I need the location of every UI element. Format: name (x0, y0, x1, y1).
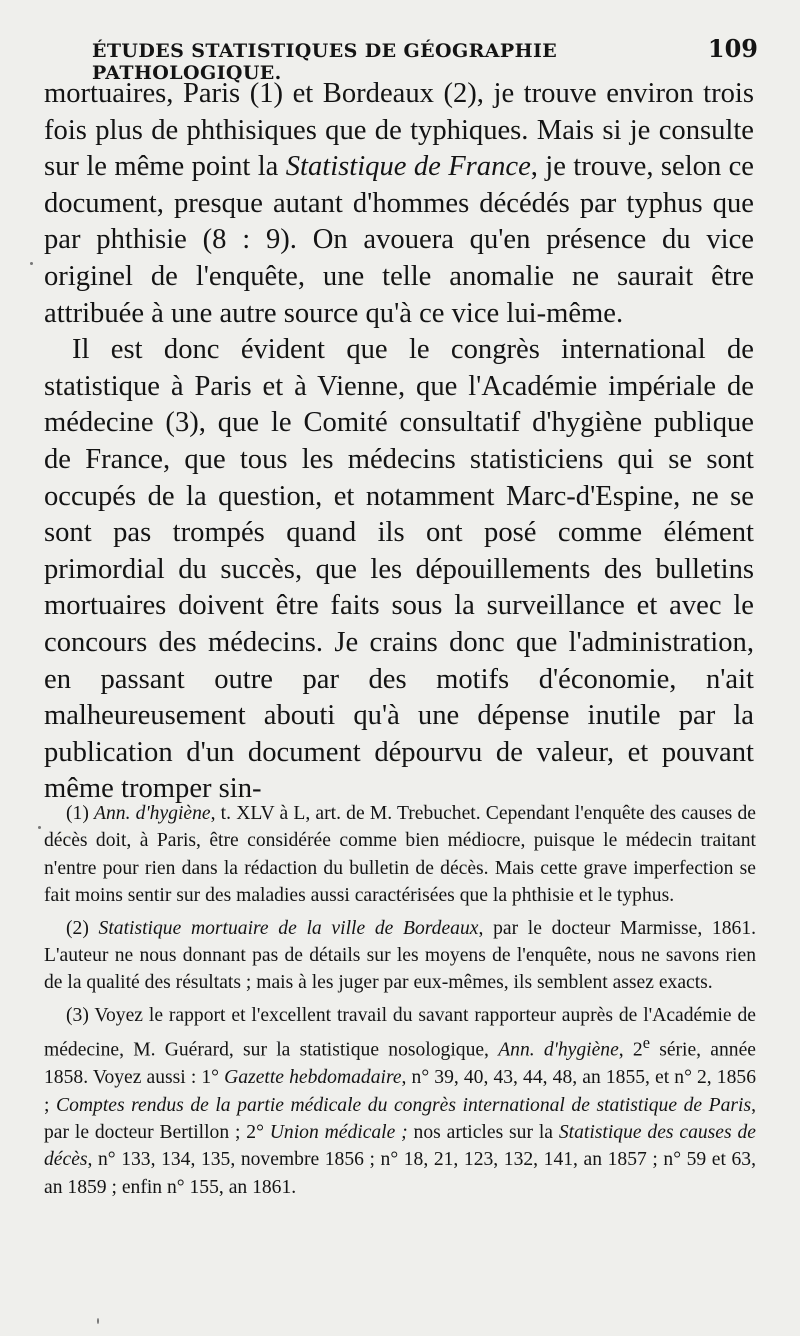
footnote-3-italic-f: Gazette hebdomadaire (224, 1067, 402, 1089)
footnote-3 (44, 1002, 756, 1201)
footnote-1-text: , t. XLV à L, art. de M. Trebuchet. Cependant l'enquête des causes de décès doit, à Paris, être considérée comme bien médiocre, puisque le médecin traitant n'entre pour rien dans la rédaction du bulletin de décès. Mais cette grave imperfection se fait moins sentir sur des maladies aussi caractérisées que la phthisie et le typhus. (44, 803, 756, 907)
print-speck (30, 262, 33, 265)
footnote-1-marker: (1) (66, 803, 95, 824)
print-speck (38, 826, 41, 829)
footnote-2-italic: Statistique mortuaire de la ville de Bordeaux (98, 917, 479, 939)
footnote-3-italic-h: Comptes rendus de la partie médicale du congrès international de statistique de Paris (56, 1094, 752, 1116)
footnote-3-text-a: (3) Voyez le rapport et l'excellent travail du savant rapporteur auprès de l'Académie de médecine, M. Guérard, sur la statistique nosologique, (44, 1004, 756, 1061)
paragraph-1-text-a: mortuaires, Paris (1) et Bordeaux (2), je trouve environ trois fois plus de phthisiques que de typhiques. Mais si je consulte sur le même point la (44, 78, 754, 183)
footnote-3-superscript: e (642, 1033, 650, 1053)
page-number: 109 (707, 34, 758, 63)
footnotes (44, 800, 756, 1201)
footnote-3-text-e: série, année 1858. Voyez aussi : 1° (44, 1039, 756, 1089)
paragraph-1-italic-title: Statistique de France (285, 151, 531, 183)
footnote-3-italic-l: Statistique des causes de décès (44, 1122, 756, 1171)
paragraph-1 (44, 76, 754, 332)
footnote-2 (44, 915, 756, 997)
print-speck (97, 1318, 99, 1324)
running-head: ÉTUDES STATISTIQUES DE GÉOGRAPHIE PATHOLOGIQUE. (92, 40, 558, 84)
body-text (44, 76, 754, 808)
footnote-2-text: , par le docteur Marmisse, 1861. L'auteur ne nous donnant pas de détails sur les moyens de l'enquête, nous ne savons rien de la qualité des résultats ; mais à les juger par eux-mêmes, ils semblent assez exacts. (44, 917, 757, 994)
paragraph-1-text-c: , je trouve, selon ce document, presque autant d'hommes décédés par typhus que par phthisie (8 : 9). On avouera qu'en présence du vice originel de l'enquête, une telle anomalie ne saurait être attribuée à une autre source qu'à ce vice lui-même. (44, 151, 754, 329)
footnote-3-italic-j: Union médicale ; (269, 1122, 408, 1143)
footnote-2-marker: (2) (66, 917, 99, 939)
footnote-3-text-g: , n° 39, 40, 43, 44, 48, an 1855, et n° 2, 1856 ; (44, 1067, 756, 1116)
footnote-3-text-i: , par le docteur Bertillon ; 2° (44, 1094, 757, 1143)
footnote-3-italic-b: Ann. d'hygiène (498, 1039, 619, 1061)
footnote-3-text-k: nos articles sur la (407, 1122, 559, 1143)
footnote-1-italic: Ann. d'hygiène (94, 803, 211, 824)
footnote-1 (44, 800, 756, 910)
footnote-3-text-c: , 2 (618, 1039, 643, 1061)
footnote-3-text-m: , n° 133, 134, 135, novembre 1856 ; n° 18, 21, 123, 132, 141, an 1857 ; n° 59 et 63, an 1859 ; enfin n° 155, an 1861. (44, 1149, 756, 1198)
paragraph-2: Il est donc évident que le congrès international de statistique à Paris et à Vienne, que l'Académie impériale de médecine (3), que le Comité consultatif d'hygiène publique de France, que tous les médecins statisticiens qui se sont occupés de la question, et notamment Marc-d'Espine, ne se sont pas trompés quand ils ont posé comme élément primordial du succès, que les dépouillements des bulletins mortuaires doivent être faits sous la surveillance et avec le concours des médecins. Je crains donc que l'administration, en passant outre par des motifs d'économie, n'ait malheureusement abouti qu'à une dépense inutile par la publication d'un document dépourvu de valeur, et pouvant même tromper sin- (44, 334, 754, 805)
